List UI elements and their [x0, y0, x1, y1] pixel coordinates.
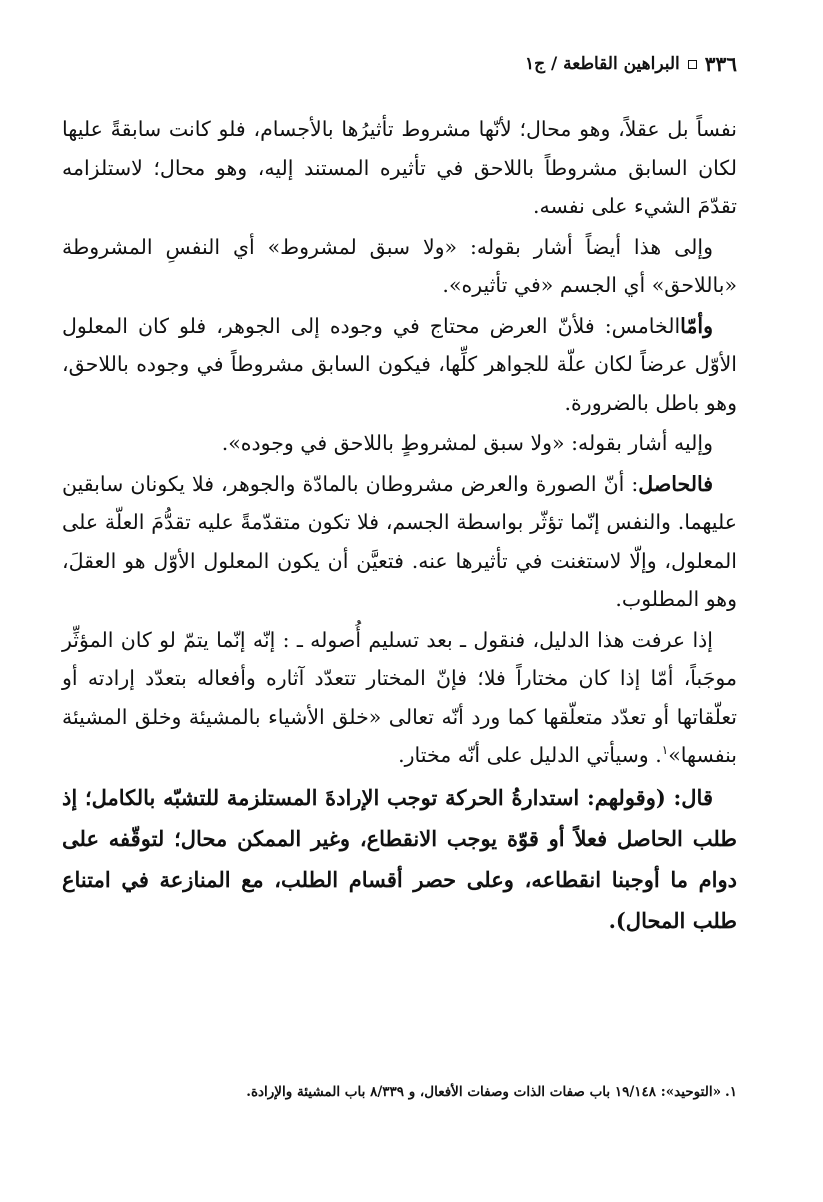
- footnote: [62, 1082, 737, 1102]
- paragraph-3: [62, 307, 737, 423]
- paragraph-text: إذا عرفت هذا الدليل، فنقول ـ بعد تسليم أُصوله ـ : إنّه إنّما يتمّ لو كان المؤثِّر موجَباً، أمّا إذا كان مختاراً فلا؛ فإنّ المختار تتعدّد آثاره وأفعاله بتعدّد إرادته أو تعلّقاتها أو تعدّد متعلّقها كما ورد أنّه تعالى «خلق الأشياء بالمشيئة وخلق المشيئة بنفسها»: [62, 627, 737, 767]
- paragraph-5: [62, 465, 737, 619]
- paragraph-1: [62, 110, 737, 226]
- square-separator-icon: [688, 60, 697, 69]
- qala-label: قال:: [673, 784, 713, 810]
- paragraph-text-after: . وسيأتي الدليل على أنّه مختار.: [398, 743, 662, 767]
- paragraph-lead: فالحاصل: [638, 471, 713, 496]
- document-page: [62, 0, 737, 1202]
- footnote-number: ١.: [725, 1084, 737, 1100]
- footnote-reference[interactable]: ١: [661, 743, 669, 758]
- qala-paragraph: [62, 777, 737, 941]
- paragraph-text: وإلى هذا أيضاً أشار بقوله: «ولا سبق لمشروط» أي النفسِ المشروطة «باللاحق» أي الجسم «في تأثيره».: [62, 234, 737, 297]
- paragraph-2: [62, 228, 737, 305]
- paragraph-text: : أنّ الصورة والعرض مشروطان بالمادّة والجوهر، فلا يكونان سابقين عليهما. والنفس إنّما تؤثّر بواسطة الجسم، فلا تكون متقدّمةً عليه تقدُّمَ العلّة على المعلول، وإلّا لاستغنت في تأثيرها عنه. فتعيَّن أن يكون المعلول الأوّل هو العقلَ، وهو المطلوب.: [62, 471, 737, 611]
- paragraph-text: وإليه أشار بقوله: «ولا سبق لمشروطٍ باللاحق في وجوده».: [221, 431, 713, 455]
- footnote-text: «التوحيد»: ١٩/١٤٨ باب صفات الذات وصفات الأفعال، و ٨/٣٣٩ باب المشيئة والإرادة.: [246, 1084, 722, 1100]
- paragraph-6: [62, 621, 737, 775]
- running-header: [525, 52, 737, 76]
- book-title: البراهين القاطعة / ج١: [524, 54, 680, 74]
- main-text: [62, 110, 737, 941]
- qala-text: (وقولهم: استدارةُ الحركة توجب الإرادةَ المستلزمة للتشبّه بالكامل؛ إذ طلب الحاصل فعلاً أو قوّة يوجب الانقطاع، وغير الممكن محال؛ لتوقّفه على دوام ما أوجبنا انقطاعه، وعلى حصر أقسام الطلب، مع المنازعة في امتناع طلب المحال).: [62, 784, 737, 933]
- paragraph-4: [62, 424, 737, 463]
- paragraph-text: الخامس: فلأنّ العرض محتاج في وجوده إلى الجوهر، فلو كان المعلول الأوّل عرضاً لكان علّة للجواهر كلِّها، فيكون السابق مشروطاً في وجوده باللاحق، وهو باطل بالضرورة.: [62, 313, 737, 415]
- paragraph-text: نفساً بل عقلاً، وهو محال؛ لأنّها مشروط تأثيرُها بالأجسام، فلو كانت سابقةً عليها لكان السابق مشروطاً باللاحق في تأثيره المستند إليه، وهو محال؛ لاستلزامه تقدّمَ الشيء على نفسه.: [62, 117, 737, 218]
- paragraph-lead: وأمّا: [680, 313, 713, 338]
- page-number: ٣٣٦: [704, 52, 737, 76]
